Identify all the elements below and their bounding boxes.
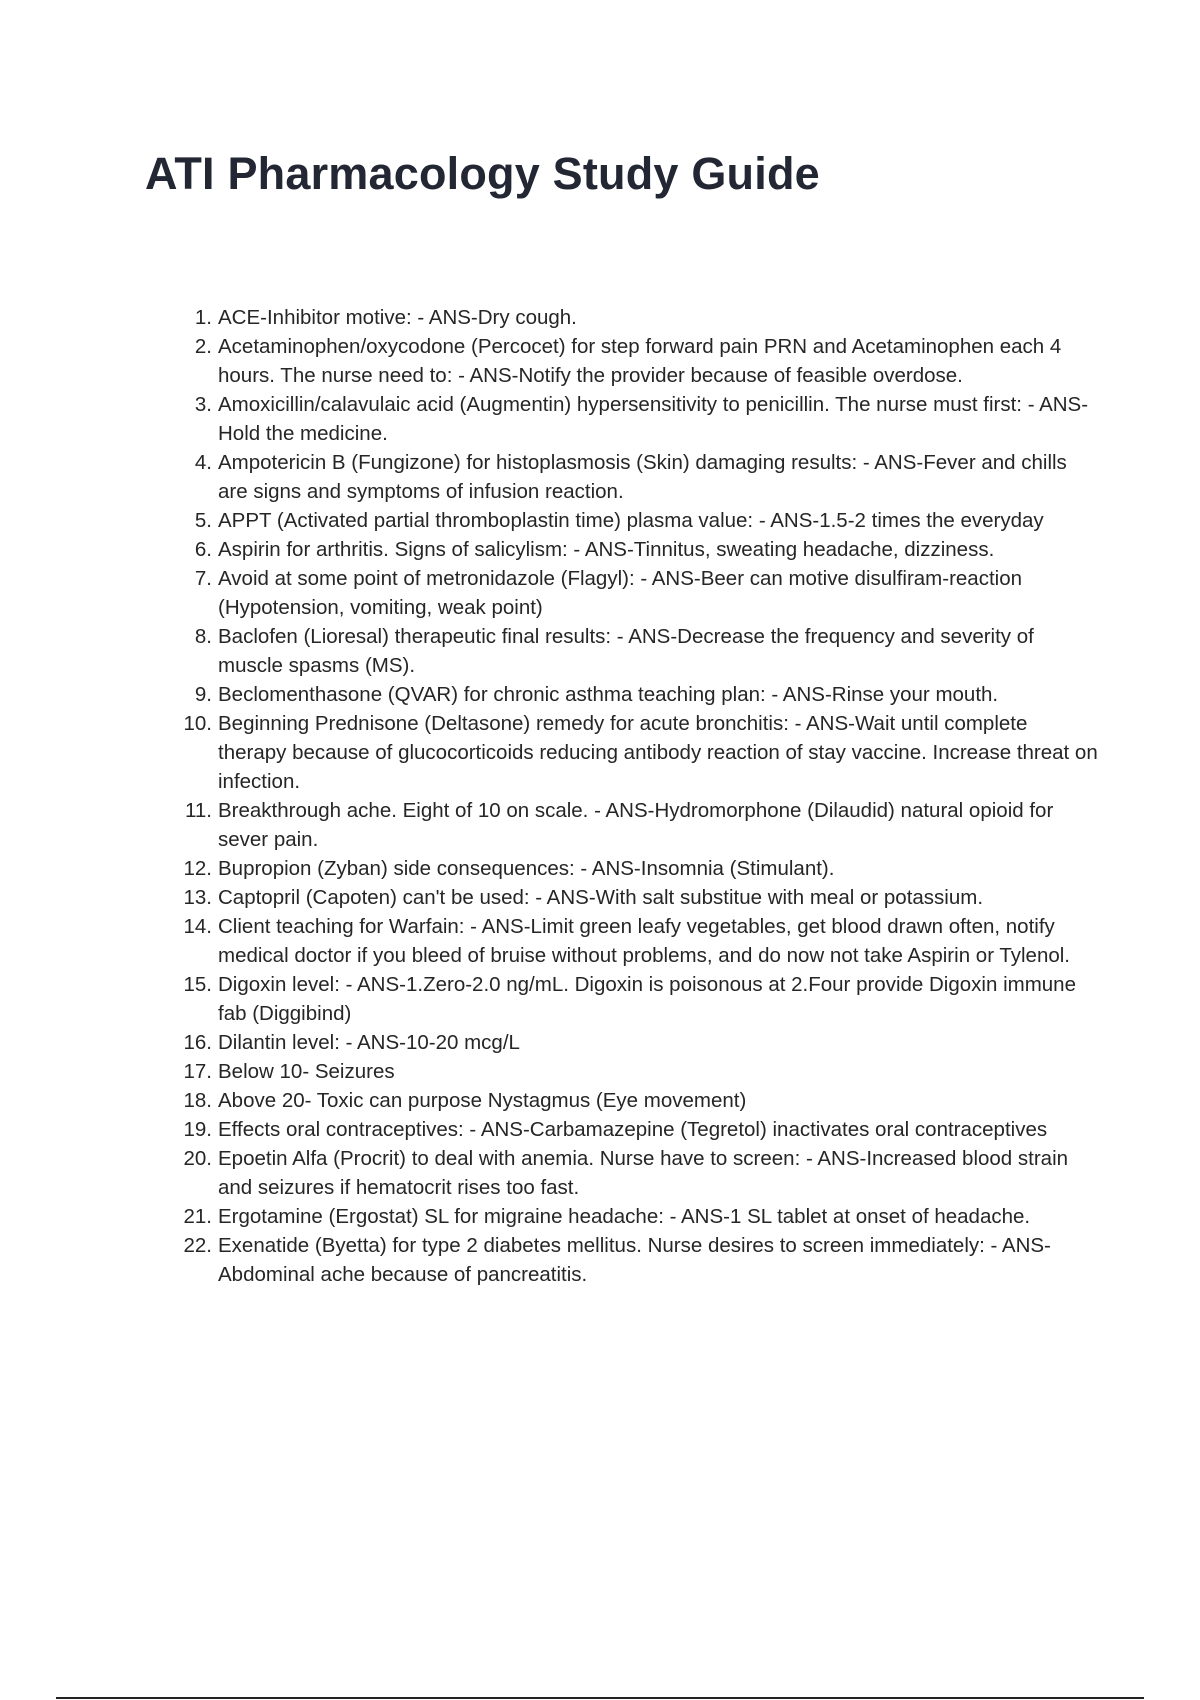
item-number: 1. [194,306,212,329]
item-text: Dilantin level: - ANS-10-20 mcg/L [218,1031,520,1054]
item-number: 12. [183,857,212,880]
item-number: 21. [183,1205,212,1228]
item-text: Digoxin level: - ANS-1.Zero-2.0 ng/mL. Digoxin is poisonous at 2.Four provide Digoxin immune fab (Diggibind) [218,973,1076,1025]
list-item [194,506,1098,535]
item-number: 5. [194,509,212,532]
item-text: Above 20- Toxic can purpose Nystagmus (Eye movement) [218,1089,747,1112]
list-item [183,854,1098,883]
list-item [183,883,1098,912]
list-item [183,912,1098,970]
item-number: 8. [194,625,212,648]
item-number: 18. [183,1089,212,1112]
list-item [183,1202,1098,1231]
page-title: ATI Pharmacology Study Guide [145,148,820,199]
footer-divider [56,1697,1144,1699]
item-text: Ampotericin B (Fungizone) for histoplasmosis (Skin) damaging results: - ANS-Fever and chills are signs and symptoms of infusion reaction. [218,451,1067,503]
list-item [194,622,1098,680]
list-item [183,1057,1098,1086]
list-item [194,680,1098,709]
list-item [185,796,1098,854]
list-item [183,1028,1098,1057]
item-text: Client teaching for Warfain: - ANS-Limit green leafy vegetables, get blood drawn often, notify medical doctor if you bleed of bruise without problems, and do now not take Aspirin or Tylenol. [218,915,1070,967]
item-text: Avoid at some point of metronidazole (Flagyl): - ANS-Beer can motive disulfiram-reaction (Hypotension, vomiting, weak point) [218,567,1023,619]
list-item [183,970,1098,1028]
list-item [194,448,1098,506]
item-text: Epoetin Alfa (Procrit) to deal with anemia. Nurse have to screen: - ANS-Increased blood strain and seizures if hematocrit rises too fast. [218,1147,1069,1199]
item-text: Breakthrough ache. Eight of 10 on scale. - ANS-Hydromorphone (Dilaudid) natural opioid for sever pain. [218,799,1054,851]
item-text: Effects oral contraceptives: - ANS-Carbamazepine (Tegretol) inactivates oral contraceptives [218,1118,1048,1141]
list-item [194,390,1098,448]
item-text: Ergotamine (Ergostat) SL for migraine headache: - ANS-1 SL tablet at onset of headache. [218,1205,1031,1228]
item-number: 7. [194,567,212,590]
item-text: Baclofen (Lioresal) therapeutic final results: - ANS-Decrease the frequency and severity of muscle spasms (MS). [218,625,1034,677]
item-text: Captopril (Capoten) can't be used: - ANS-With salt substitue with meal or potassium. [218,886,984,909]
item-number: 13. [183,886,212,909]
item-number: 22. [183,1234,212,1257]
list-item [183,1086,1098,1115]
item-text: Below 10- Seizures [218,1060,395,1083]
item-text: ACE-Inhibitor motive: - ANS-Dry cough. [218,306,577,329]
item-number: 10. [183,712,212,735]
study-item-list [183,303,1098,1289]
item-text: Acetaminophen/oxycodone (Percocet) for step forward pain PRN and Acetaminophen each 4 hours. The nurse need to: - ANS-Notify the provider because of feasible overdose. [218,335,1062,387]
item-number: 20. [183,1147,212,1170]
list-item [183,1144,1098,1202]
list-item [194,564,1098,622]
list-item [194,303,1098,332]
item-text: Beginning Prednisone (Deltasone) remedy for acute bronchitis: - ANS-Wait until complete therapy because of glucocorticoids reducing antibody reaction of stay vaccine. Increase threat on infection. [218,712,1098,793]
item-text: APPT (Activated partial thromboplastin time) plasma value: - ANS-1.5-2 times the everyday [218,509,1044,532]
item-number: 2. [194,335,212,358]
item-text: Aspirin for arthritis. Signs of salicylism: - ANS-Tinnitus, sweating headache, dizziness. [218,538,995,561]
item-text: Bupropion (Zyban) side consequences: - ANS-Insomnia (Stimulant). [218,857,835,880]
item-text: Amoxicillin/calavulaic acid (Augmentin) hypersensitivity to penicillin. The nurse must first: - ANS-Hold the medicine. [218,393,1089,445]
item-number: 9. [194,683,212,706]
item-number: 4. [194,451,212,474]
item-number: 17. [183,1060,212,1083]
list-item [183,709,1098,796]
item-text: Beclomenthasone (QVAR) for chronic asthma teaching plan: - ANS-Rinse your mouth. [218,683,999,706]
item-number: 19. [183,1118,212,1141]
item-number: 3. [194,393,212,416]
item-text: Exenatide (Byetta) for type 2 diabetes mellitus. Nurse desires to screen immediately: - ANS-Abdominal ache because of pancreatitis. [218,1234,1051,1286]
list-item [183,1231,1098,1289]
list-item [194,332,1098,390]
list-item [194,535,1098,564]
item-number: 16. [183,1031,212,1054]
item-number: 14. [183,915,212,938]
list-item [183,1115,1098,1144]
item-number: 15. [183,973,212,996]
item-number: 6. [194,538,212,561]
item-number: 11. [185,799,212,822]
